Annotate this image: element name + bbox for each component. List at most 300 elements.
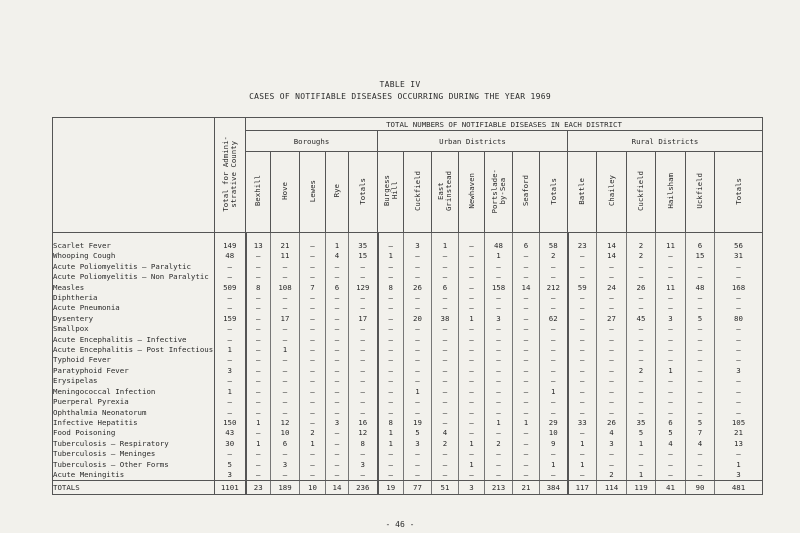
cell-value: 6 (326, 283, 349, 293)
disease-label: Ophthalmia Neonatorum (53, 408, 215, 418)
cell-value: – (459, 335, 485, 345)
cell-value: – (627, 460, 656, 470)
cell-value: – (627, 303, 656, 313)
cell-value: – (271, 470, 300, 481)
cell-value: – (349, 387, 378, 397)
cell-value: – (349, 376, 378, 386)
cell-value: – (459, 428, 485, 438)
cell-value: 3 (715, 366, 763, 376)
cell-value: – (485, 397, 513, 407)
disease-label: Puerperal Pyrexia (53, 397, 215, 407)
cell-value: 3 (459, 481, 485, 495)
cell-value: 8 (378, 283, 404, 293)
cell-value: – (568, 272, 597, 282)
cell-value: – (459, 470, 485, 481)
cell-value: – (656, 345, 686, 355)
cell-value: – (656, 324, 686, 334)
cell-value: – (246, 251, 271, 261)
cell-value: 6 (271, 439, 300, 449)
cell-value: – (326, 470, 349, 481)
cell-value: 56 (715, 241, 763, 251)
cell-value: – (513, 366, 540, 376)
cell-value: – (485, 272, 513, 282)
cell-value: – (656, 387, 686, 397)
cell-value: – (215, 303, 246, 313)
cell-value: – (597, 324, 627, 334)
cell-value: – (715, 324, 763, 334)
cell-value: – (686, 470, 715, 481)
cell-value: 31 (715, 251, 763, 261)
cell-value: 3 (404, 439, 432, 449)
cell-value: – (326, 355, 349, 365)
cell-value: – (459, 376, 485, 386)
cell-value: 1 (459, 439, 485, 449)
cell-value: – (246, 387, 271, 397)
cell-value: – (271, 293, 300, 303)
cell-value: – (627, 397, 656, 407)
cell-value: – (459, 251, 485, 261)
cell-value: – (459, 293, 485, 303)
cell-value: 11 (271, 251, 300, 261)
cell-value: 15 (686, 251, 715, 261)
cell-value: – (485, 335, 513, 345)
column-header: Totals (715, 152, 763, 233)
cell-value: – (597, 272, 627, 282)
cell-value: – (459, 366, 485, 376)
cell-value: – (656, 449, 686, 459)
cell-value: – (686, 366, 715, 376)
cell-value: – (513, 439, 540, 449)
cell-value: – (459, 397, 485, 407)
cell-value: – (271, 376, 300, 386)
cell-value: 7 (686, 428, 715, 438)
cell-value: – (300, 272, 326, 282)
cell-value: – (715, 387, 763, 397)
cell-value: – (271, 335, 300, 345)
cell-value: 6 (513, 241, 540, 251)
cell-value: 59 (568, 283, 597, 293)
cell-value: 29 (540, 418, 568, 428)
table-row (53, 408, 763, 418)
cell-value: – (597, 366, 627, 376)
cell-value: – (300, 387, 326, 397)
cell-value: 41 (656, 481, 686, 495)
cell-value: – (246, 376, 271, 386)
cell-value: 19 (404, 418, 432, 428)
cell-value: 4 (686, 439, 715, 449)
group-urban: Urban Districts (378, 131, 568, 152)
cell-value: – (686, 355, 715, 365)
cell-value: – (627, 449, 656, 459)
cell-value: – (459, 418, 485, 428)
column-header: Portslade- by-Sea (485, 152, 513, 233)
cell-value: 21 (715, 428, 763, 438)
cell-value: – (378, 397, 404, 407)
cell-value: 7 (300, 283, 326, 293)
cell-value: 3 (404, 241, 432, 251)
cell-value: – (404, 449, 432, 459)
cell-value: 10 (540, 428, 568, 438)
cell-value: 4 (656, 439, 686, 449)
cell-value: – (597, 460, 627, 470)
cell-value: – (485, 345, 513, 355)
cell-value: 35 (627, 418, 656, 428)
cell-value: – (540, 324, 568, 334)
cell-value: – (485, 408, 513, 418)
cell-value: – (271, 366, 300, 376)
cell-value: – (540, 345, 568, 355)
cell-value: – (215, 449, 246, 459)
cell-value: – (597, 449, 627, 459)
cell-value: – (485, 324, 513, 334)
cell-value: 1 (300, 439, 326, 449)
cell-value: – (349, 397, 378, 407)
cell-value: 13 (715, 439, 763, 449)
cell-value: – (432, 470, 459, 481)
table-row (53, 376, 763, 386)
cell-value: 1101 (215, 481, 246, 495)
cell-value: – (300, 314, 326, 324)
cell-value: – (627, 345, 656, 355)
cell-value: – (378, 324, 404, 334)
cell-value: – (300, 470, 326, 481)
cell-value: – (215, 408, 246, 418)
cell-value: – (215, 335, 246, 345)
cell-value: – (378, 345, 404, 355)
cell-value: – (656, 470, 686, 481)
cell-value: 21 (271, 241, 300, 251)
table-row (53, 428, 763, 438)
cell-value: 26 (597, 418, 627, 428)
cell-value: – (568, 428, 597, 438)
cell-value: – (378, 293, 404, 303)
cell-value: – (300, 397, 326, 407)
cell-value: 26 (627, 283, 656, 293)
cell-value: – (432, 397, 459, 407)
cell-value: 1 (627, 439, 656, 449)
cell-value: – (715, 345, 763, 355)
cell-value: – (459, 408, 485, 418)
cell-value: – (246, 355, 271, 365)
cell-value: 5 (215, 460, 246, 470)
cell-value: – (597, 303, 627, 313)
cell-value: 11 (656, 241, 686, 251)
column-header: Totals (349, 152, 378, 233)
table-row (53, 366, 763, 376)
cell-value: – (300, 408, 326, 418)
cell-value: – (378, 376, 404, 386)
cell-value: – (404, 460, 432, 470)
cell-value: – (513, 293, 540, 303)
cell-value: – (271, 449, 300, 459)
cell-value: – (378, 262, 404, 272)
cell-value: – (432, 335, 459, 345)
cell-value: – (715, 335, 763, 345)
cell-value: 77 (404, 481, 432, 495)
table-row (53, 303, 763, 313)
cell-value: – (656, 335, 686, 345)
cell-value: – (404, 262, 432, 272)
cell-value: – (349, 366, 378, 376)
disease-label: Acute Encephalitis – Post Infectious (53, 345, 214, 355)
cell-value: 1 (715, 460, 763, 470)
cell-value: – (513, 428, 540, 438)
cell-value: – (432, 366, 459, 376)
cell-value: 150 (215, 418, 246, 428)
spacer-row (53, 233, 763, 242)
cell-value: – (349, 303, 378, 313)
cell-value: – (326, 460, 349, 470)
cell-value: 129 (349, 283, 378, 293)
cell-value: – (686, 335, 715, 345)
cell-value: – (627, 293, 656, 303)
cell-value: – (404, 345, 432, 355)
cell-value: 1 (627, 470, 656, 481)
cell-value: – (597, 262, 627, 272)
cell-value: – (597, 376, 627, 386)
column-header: Burgess Hill (378, 152, 404, 233)
cell-value: – (349, 262, 378, 272)
cell-value: – (215, 355, 246, 365)
cell-value: – (300, 355, 326, 365)
column-header: Cuckfield (404, 152, 432, 233)
cell-value: – (300, 366, 326, 376)
cell-value: – (686, 345, 715, 355)
cell-value: – (627, 355, 656, 365)
disease-label: Measles (53, 283, 215, 293)
cell-value: 481 (715, 481, 763, 495)
cell-value: – (432, 262, 459, 272)
cell-value: – (627, 272, 656, 282)
cell-value: – (432, 251, 459, 261)
cell-value: – (246, 449, 271, 459)
header-super: TOTAL NUMBERS OF NOTIFIABLE DISEASES IN EACH DISTRICT (246, 118, 763, 131)
cell-value: 2 (540, 251, 568, 261)
table-number: TABLE IV (379, 80, 421, 89)
disease-label: Acute Poliomyelitis – Non Paralytic (53, 272, 215, 282)
cell-value: – (568, 366, 597, 376)
cell-value: – (459, 387, 485, 397)
disease-label: Smallpox (53, 324, 215, 334)
cell-value: 3 (656, 314, 686, 324)
cell-value: – (627, 324, 656, 334)
cell-value: 14 (597, 251, 627, 261)
column-header: Battle (568, 152, 597, 233)
cell-value: – (326, 366, 349, 376)
cell-value: – (597, 355, 627, 365)
disease-label: Scarlet Fever (53, 241, 215, 251)
cell-value: – (404, 324, 432, 334)
cell-value: – (686, 408, 715, 418)
cell-value: 1 (540, 460, 568, 470)
cell-value: – (300, 241, 326, 251)
cell-value: – (568, 335, 597, 345)
column-header: Rye (326, 152, 349, 233)
cell-value: – (568, 376, 597, 386)
cell-value: – (513, 324, 540, 334)
cell-value: – (378, 387, 404, 397)
cell-value: 3 (715, 470, 763, 481)
cell-value: – (656, 262, 686, 272)
cell-value: 1 (404, 387, 432, 397)
table-row (53, 345, 763, 355)
cell-value: 384 (540, 481, 568, 495)
cell-value: – (378, 460, 404, 470)
cell-value: 1 (485, 251, 513, 261)
disease-label: Food Poisoning (53, 428, 215, 438)
cell-value: 14 (513, 283, 540, 293)
cell-value: – (656, 251, 686, 261)
cell-value: – (656, 303, 686, 313)
cell-value: – (540, 272, 568, 282)
cell-value: – (300, 345, 326, 355)
cell-value: – (540, 366, 568, 376)
cell-value: – (246, 366, 271, 376)
cell-value: 26 (404, 283, 432, 293)
cell-value: 21 (513, 481, 540, 495)
cell-value: – (246, 262, 271, 272)
cell-value: – (378, 470, 404, 481)
cell-value: 117 (568, 481, 597, 495)
header-total-admin: Total for Admini- strative County (215, 118, 246, 233)
cell-value: – (349, 470, 378, 481)
disease-label: Meningococcal Infection (53, 387, 215, 397)
cell-value: – (432, 376, 459, 386)
cell-value: – (404, 355, 432, 365)
cell-value: 1 (568, 460, 597, 470)
cell-value: – (300, 293, 326, 303)
cell-value: – (715, 449, 763, 459)
cell-value: – (246, 324, 271, 334)
cell-value: – (459, 303, 485, 313)
cell-value: – (485, 428, 513, 438)
cell-value: – (246, 408, 271, 418)
cell-value: – (568, 470, 597, 481)
cell-value: – (432, 418, 459, 428)
cell-value: – (271, 397, 300, 407)
cell-value: – (404, 408, 432, 418)
cell-value: – (246, 293, 271, 303)
cell-value: 8 (246, 283, 271, 293)
cell-value: – (485, 355, 513, 365)
cell-value: 23 (568, 241, 597, 251)
cell-value: – (432, 355, 459, 365)
cell-value: – (459, 272, 485, 282)
cell-value: – (459, 324, 485, 334)
disease-label: Erysipelas (53, 376, 215, 386)
cell-value: – (513, 314, 540, 324)
cell-value: – (215, 324, 246, 334)
cell-value: 2 (485, 439, 513, 449)
disease-label: TOTALS (53, 481, 215, 495)
cell-value: 48 (485, 241, 513, 251)
column-header: Chailey (597, 152, 627, 233)
cell-value: – (686, 449, 715, 459)
cell-value: – (597, 387, 627, 397)
table-row (53, 418, 763, 428)
cell-value: – (378, 303, 404, 313)
cell-value: 11 (656, 283, 686, 293)
cell-value: 3 (597, 439, 627, 449)
cell-value: – (513, 449, 540, 459)
cell-value: – (513, 376, 540, 386)
cell-value: – (686, 272, 715, 282)
cell-value: 1 (246, 418, 271, 428)
cell-value: 2 (627, 241, 656, 251)
cell-value: – (568, 251, 597, 261)
cell-value: 4 (597, 428, 627, 438)
cell-value: 3 (326, 418, 349, 428)
cell-value: 3 (215, 470, 246, 481)
cell-value: 5 (656, 428, 686, 438)
cell-value: – (568, 262, 597, 272)
cell-value: – (686, 303, 715, 313)
cell-value: – (597, 408, 627, 418)
column-header: Seaford (513, 152, 540, 233)
cell-value: – (378, 355, 404, 365)
column-header: Uckfield (686, 152, 715, 233)
cell-value: – (300, 324, 326, 334)
cell-value: 2 (627, 366, 656, 376)
table-row (53, 262, 763, 272)
cell-value: – (513, 387, 540, 397)
table-title: CASES OF NOTIFIABLE DISEASES OCCURRING DURING THE YEAR 1969 (249, 92, 551, 101)
cell-value: – (597, 397, 627, 407)
cell-value: – (246, 272, 271, 282)
cell-value: – (246, 345, 271, 355)
cell-value: 1 (568, 439, 597, 449)
cell-value: 4 (432, 428, 459, 438)
cell-value: – (271, 262, 300, 272)
column-header: Cuckfield (627, 152, 656, 233)
cell-value: – (378, 272, 404, 282)
cell-value: 48 (215, 251, 246, 261)
cell-value: 51 (432, 481, 459, 495)
cell-value: 1 (378, 251, 404, 261)
cell-value: 213 (485, 481, 513, 495)
cell-value: – (246, 428, 271, 438)
cell-value: – (540, 293, 568, 303)
cell-value: – (715, 376, 763, 386)
cell-value: – (568, 355, 597, 365)
cell-value: 5 (627, 428, 656, 438)
cell-value: – (686, 387, 715, 397)
cell-value: – (540, 408, 568, 418)
cell-value: – (656, 293, 686, 303)
cell-value: 3 (485, 314, 513, 324)
cell-value: – (271, 303, 300, 313)
disease-label: Diphtheria (53, 293, 215, 303)
cell-value: – (432, 408, 459, 418)
cell-value: – (513, 303, 540, 313)
cell-value: – (597, 345, 627, 355)
disease-label: Acute Pneumonia (53, 303, 215, 313)
column-header: Totals (540, 152, 568, 233)
cell-value: 90 (686, 481, 715, 495)
cell-value: – (656, 408, 686, 418)
cell-value: – (404, 470, 432, 481)
cell-value: – (215, 293, 246, 303)
cell-value: 6 (432, 283, 459, 293)
cell-value: – (540, 335, 568, 345)
cell-value: – (540, 262, 568, 272)
cell-value: 189 (271, 481, 300, 495)
disease-label: Dysentery (53, 314, 215, 324)
cell-value: – (326, 335, 349, 345)
cell-value: – (485, 293, 513, 303)
cell-value: – (378, 314, 404, 324)
cell-value: – (378, 335, 404, 345)
